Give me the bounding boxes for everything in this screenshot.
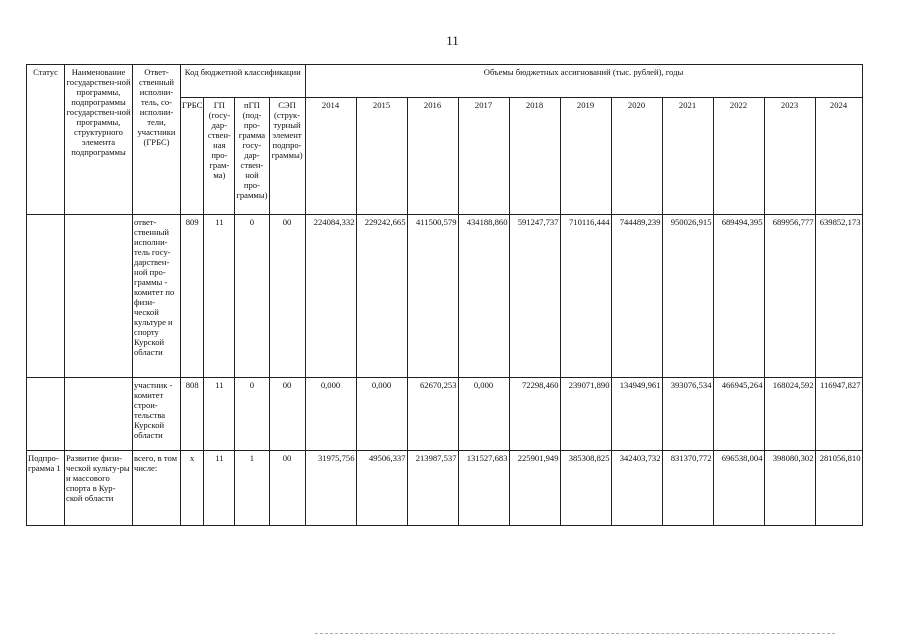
row-value: 134949,961 <box>611 378 662 451</box>
header-year: 2024 <box>815 98 862 215</box>
row-sep: 00 <box>269 378 305 451</box>
header-year: 2016 <box>407 98 458 215</box>
header-row-1 <box>27 65 863 98</box>
row-executor: ответ-ственный исполни-тель госу-дарствен-ной про-граммы - комитет по физи-ческой культуре и спорту Курской области <box>133 215 181 378</box>
row-value: 0,000 <box>305 378 356 451</box>
header-year: 2017 <box>458 98 509 215</box>
row-sep: 00 <box>269 215 305 378</box>
row-sep: 00 <box>269 451 305 526</box>
row-status: Подпро-грамма 1 <box>27 451 65 526</box>
row-value: 239071,890 <box>560 378 611 451</box>
header-year: 2018 <box>509 98 560 215</box>
row-value: 49506,337 <box>356 451 407 526</box>
row-value: 31975,756 <box>305 451 356 526</box>
header-sep: СЭП (струк-турный элемент подпро-граммы) <box>269 98 305 215</box>
row-gp: 11 <box>204 451 235 526</box>
row-value: 393076,534 <box>662 378 713 451</box>
row-value: 229242,665 <box>356 215 407 378</box>
row-value: 744489,239 <box>611 215 662 378</box>
row-value: 213987,537 <box>407 451 458 526</box>
row-value: 639852,173 <box>815 215 862 378</box>
row-grbs: х <box>181 451 204 526</box>
row-value: 411500,579 <box>407 215 458 378</box>
row-pgp: 0 <box>235 215 269 378</box>
header-year: 2019 <box>560 98 611 215</box>
row-executor: всего, в том числе: <box>133 451 181 526</box>
row-grbs: 809 <box>181 215 204 378</box>
header-year: 2015 <box>356 98 407 215</box>
row-value: 689956,777 <box>764 215 815 378</box>
row-value: 696538,004 <box>713 451 764 526</box>
scan-artifact-line <box>315 633 835 636</box>
header-executor: Ответ-ственный исполни-тель, со-исполни-тели, участники (ГРБС) <box>133 65 181 215</box>
row-gp: 11 <box>204 215 235 378</box>
row-value: 398080,302 <box>764 451 815 526</box>
row-value: 224084,332 <box>305 215 356 378</box>
header-code-group: Код бюджетной классификации <box>181 65 306 98</box>
row-gp: 11 <box>204 378 235 451</box>
row-grbs: 808 <box>181 378 204 451</box>
row-value: 434188,860 <box>458 215 509 378</box>
header-grbs: ГРБС <box>181 98 204 215</box>
row-value: 466945,264 <box>713 378 764 451</box>
header-status: Статус <box>27 65 65 215</box>
row-executor: участник - комитет строи-тельства Курской области <box>133 378 181 451</box>
header-year: 2020 <box>611 98 662 215</box>
row-value: 689494,395 <box>713 215 764 378</box>
row-value: 342403,732 <box>611 451 662 526</box>
row-value: 225901,949 <box>509 451 560 526</box>
table-row <box>27 215 863 378</box>
row-value: 281056,810 <box>815 451 862 526</box>
header-year: 2014 <box>305 98 356 215</box>
row-value: 168024,592 <box>764 378 815 451</box>
header-gp: ГП (госу-дар-ствен-ная про-грам-ма) <box>204 98 235 215</box>
row-pgp: 0 <box>235 378 269 451</box>
page-number: 11 <box>446 33 459 48</box>
header-year: 2023 <box>764 98 815 215</box>
row-value: 950026,915 <box>662 215 713 378</box>
header-year: 2022 <box>713 98 764 215</box>
row-name: Развитие физи-ческой культу-ры и массового спорта в Кур-ской области <box>65 451 133 526</box>
row-value: 385308,825 <box>560 451 611 526</box>
row-value: 62670,253 <box>407 378 458 451</box>
table-row <box>27 451 863 526</box>
row-value: 0,000 <box>356 378 407 451</box>
header-volumes: Объемы бюджетных ассигнований (тыс. рублей), годы <box>305 65 862 98</box>
table-row <box>27 378 863 451</box>
row-status <box>27 378 65 451</box>
row-value: 0,000 <box>458 378 509 451</box>
row-value: 116947,827 <box>815 378 862 451</box>
budget-table <box>26 64 863 526</box>
row-value: 710116,444 <box>560 215 611 378</box>
row-value: 591247,737 <box>509 215 560 378</box>
header-pgp: пГП (под-про-грамма госу-дар-ствен-ной про-граммы) <box>235 98 269 215</box>
header-year: 2021 <box>662 98 713 215</box>
row-pgp: 1 <box>235 451 269 526</box>
row-value: 131527,683 <box>458 451 509 526</box>
row-status <box>27 215 65 378</box>
header-name: Наименование государствен-ной программы, подпрограммы государствен-ной программы, структурного элемента подпрограммы <box>65 65 133 215</box>
row-name <box>65 215 133 378</box>
row-name <box>65 378 133 451</box>
row-value: 831370,772 <box>662 451 713 526</box>
row-value: 72298,460 <box>509 378 560 451</box>
